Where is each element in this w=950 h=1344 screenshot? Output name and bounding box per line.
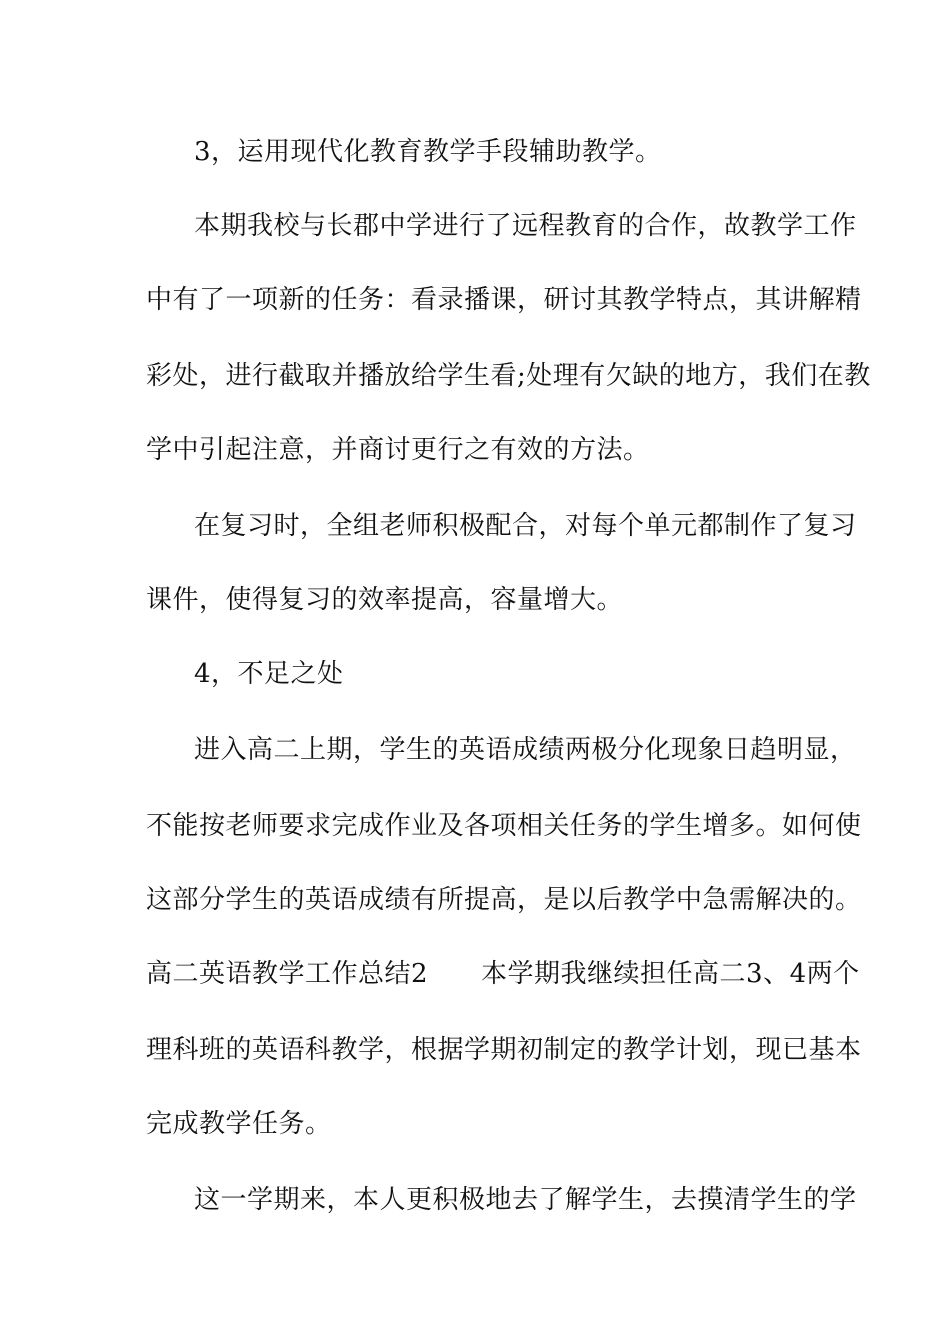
text-line: 在复习时，全组老师积极配合，对每个单元都制作了复习 [194,511,857,541]
text-line: 本期我校与长郡中学进行了远程教育的合作，故教学工作 [194,211,857,241]
text-line: 这部分学生的英语成绩有所提高，是以后教学中急需解决的。 [146,885,862,915]
text-line: 4，不足之处 [194,659,344,689]
text-line: 进入高二上期，学生的英语成绩两极分化现象日趋明显， [194,735,857,765]
text-line: 完成教学任务。 [146,1109,332,1139]
text-line: 学中引起注意，并商讨更行之有效的方法。 [146,435,650,465]
text-line: 不能按老师要求完成作业及各项相关任务的学生增多。如何使 [146,811,862,841]
text-line: 这一学期来，本人更积极地去了解学生，去摸清学生的学 [194,1185,857,1215]
text-line: 课件，使得复习的效率提高，容量增大。 [146,585,624,615]
text-line: 理科班的英语科教学，根据学期初制定的教学计划，现已基本 [146,1035,862,1065]
text-line: 高二英语教学工作总结2 本学期我继续担任高二3、4两个 [146,959,860,989]
text-line: 彩处，进行截取并播放给学生看;处理有欠缺的地方，我们在教 [146,361,871,391]
text-line: 中有了一项新的任务：看录播课，研讨其教学特点，其讲解精 [146,285,862,315]
text-line: 3，运用现代化教育教学手段辅助教学。 [194,137,662,167]
